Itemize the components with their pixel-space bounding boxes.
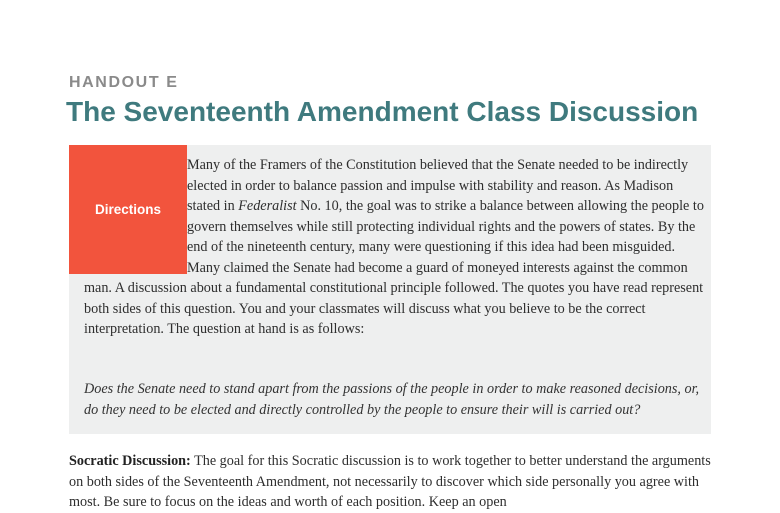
- socratic-text: The goal for this Socratic discussion is to work together to better understand the arguments on both sides of the Seventeenth Amendment, not necessarily to discover which side personally you agree with most. Be sure to focus on the ideas and worth of each position. Keep an open: [69, 453, 711, 510]
- page-title: The Seventeenth Amendment Class Discussion: [66, 96, 699, 127]
- socratic-heading: Socratic Discussion:: [69, 453, 191, 469]
- federalist-title: Federalist: [238, 198, 297, 214]
- discussion-question: Does the Senate need to stand apart from the passions of the people in order to make reasoned decisions, or, do they need to be elected and directly controlled by the people to ensure their will is carried out?: [84, 381, 700, 418]
- directions-text-part2: No. 10, the goal was to strike a balance between allowing the people to govern themselves while still protecting individual rights and the powers of states. By the end of the nineteenth century, many were questioning if this idea had been misguided. Many claimed the Senate had become a guard of moneyed interests against the common man. A discussion about a fundamental constitutional principle followed. The quotes you have read represent both sides of this question. You and your classmates will discuss what you believe to be the correct interpretation. The question at hand is as follows:: [84, 198, 704, 337]
- directions-tag: Directions: [69, 145, 187, 274]
- tag-spacer: [69, 145, 187, 267]
- directions-text: [84, 155, 706, 340]
- directions-box: [69, 145, 711, 434]
- directions-text-part1: Many of the Framers of the Constitution believed that the Senate needed to be indirectly elected in order to balance passion and impulse with stability and reason. As Madison stated in: [187, 157, 689, 214]
- handout-label: HANDOUT E: [69, 74, 179, 91]
- socratic-discussion: [69, 451, 719, 513]
